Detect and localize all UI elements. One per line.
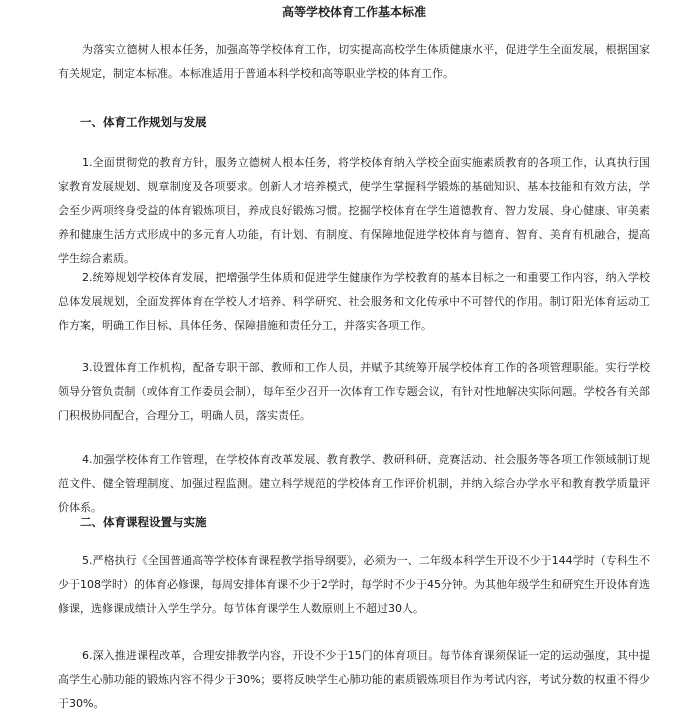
document-title: 高等学校体育工作基本标准 bbox=[281, 5, 426, 19]
intro-paragraph: 为落实立德树人根本任务，加强高等学校体育工作，切实提高高校学生体质健康水平，促进学生全面发展，根据国家有关规定，制定本标准。本标准适用于普通本科学校和高等职业学校的体育工作。 bbox=[58, 43, 650, 80]
paragraph-4: 4.加强学校体育工作管理，在学校体育改革发展、教育教学、教研科研、竞赛活动、社会服务等各项工作领域制订规范文件、健全管理制度、加强过程监测。建立科学规范的学校体育工作评价机制，并纳入综合办学水平和教育教学质量评价体系。 bbox=[58, 453, 650, 514]
section-heading-curriculum: 二、体育课程设置与实施 bbox=[80, 515, 207, 529]
paragraph-1: 1.全面贯彻党的教育方针，服务立德树人根本任务，将学校体育纳入学校全面实施素质教育的各项工作，认真执行国家教育发展规划、规章制度及各项要求。创新人才培养模式，使学生掌握科学锻炼的基础知识、基本技能和有效方法，学会至少两项终身受益的体育锻炼项目，养成良好锻炼习惯。挖掘学校体育在学生道德教育、智力发展、身心健康、审美素养和健康生活方式形成中的多元育人功能，有计划、有制度、有保障地促进学校体育与德育、智育、美育有机融合，提高学生综合素质。 bbox=[58, 156, 650, 265]
paragraph-2: 2.统筹规划学校体育发展，把增强学生体质和促进学生健康作为学校教育的基本目标之一和重要工作内容，纳入学校总体发展规划，全面发挥体育在学校人才培养、科学研究、社会服务和文化传承中不可替代的作用。制订阳光体育运动工作方案，明确工作目标、具体任务、保障措施和责任分工，并落实各项工作。 bbox=[58, 271, 650, 332]
paragraph-6: 6.深入推进课程改革，合理安排教学内容，开设不少于15门的体育项目。每节体育课须保证一定的运动强度，其中提高学生心肺功能的锻炼内容不得少于30%；要将反映学生心肺功能的素质锻炼项目作为考试内容，考试分数的权重不得少于30%。 bbox=[58, 649, 650, 710]
paragraph-3: 3.设置体育工作机构，配备专职干部、教师和工作人员，并赋予其统筹开展学校体育工作的各项管理职能。实行学校领导分管负责制（或体育工作委员会制），每年至少召开一次体育工作专题会议，有针对性地解决实际问题。学校各有关部门积极协同配合，合理分工，明确人员，落实责任。 bbox=[58, 361, 650, 422]
paragraph-5: 5.严格执行《全国普通高等学校体育课程教学指导纲要》，必须为一、二年级本科学生开设不少于144学时（专科生不少于108学时）的体育必修课，每周安排体育课不少于2学时，每学时不少于45分钟。为其他年级学生和研究生开设体育选修课，选修课成绩计入学生学分。每节体育课学生人数原则上不超过30人。 bbox=[58, 554, 650, 615]
section-heading-planning: 一、体育工作规划与发展 bbox=[80, 115, 207, 129]
